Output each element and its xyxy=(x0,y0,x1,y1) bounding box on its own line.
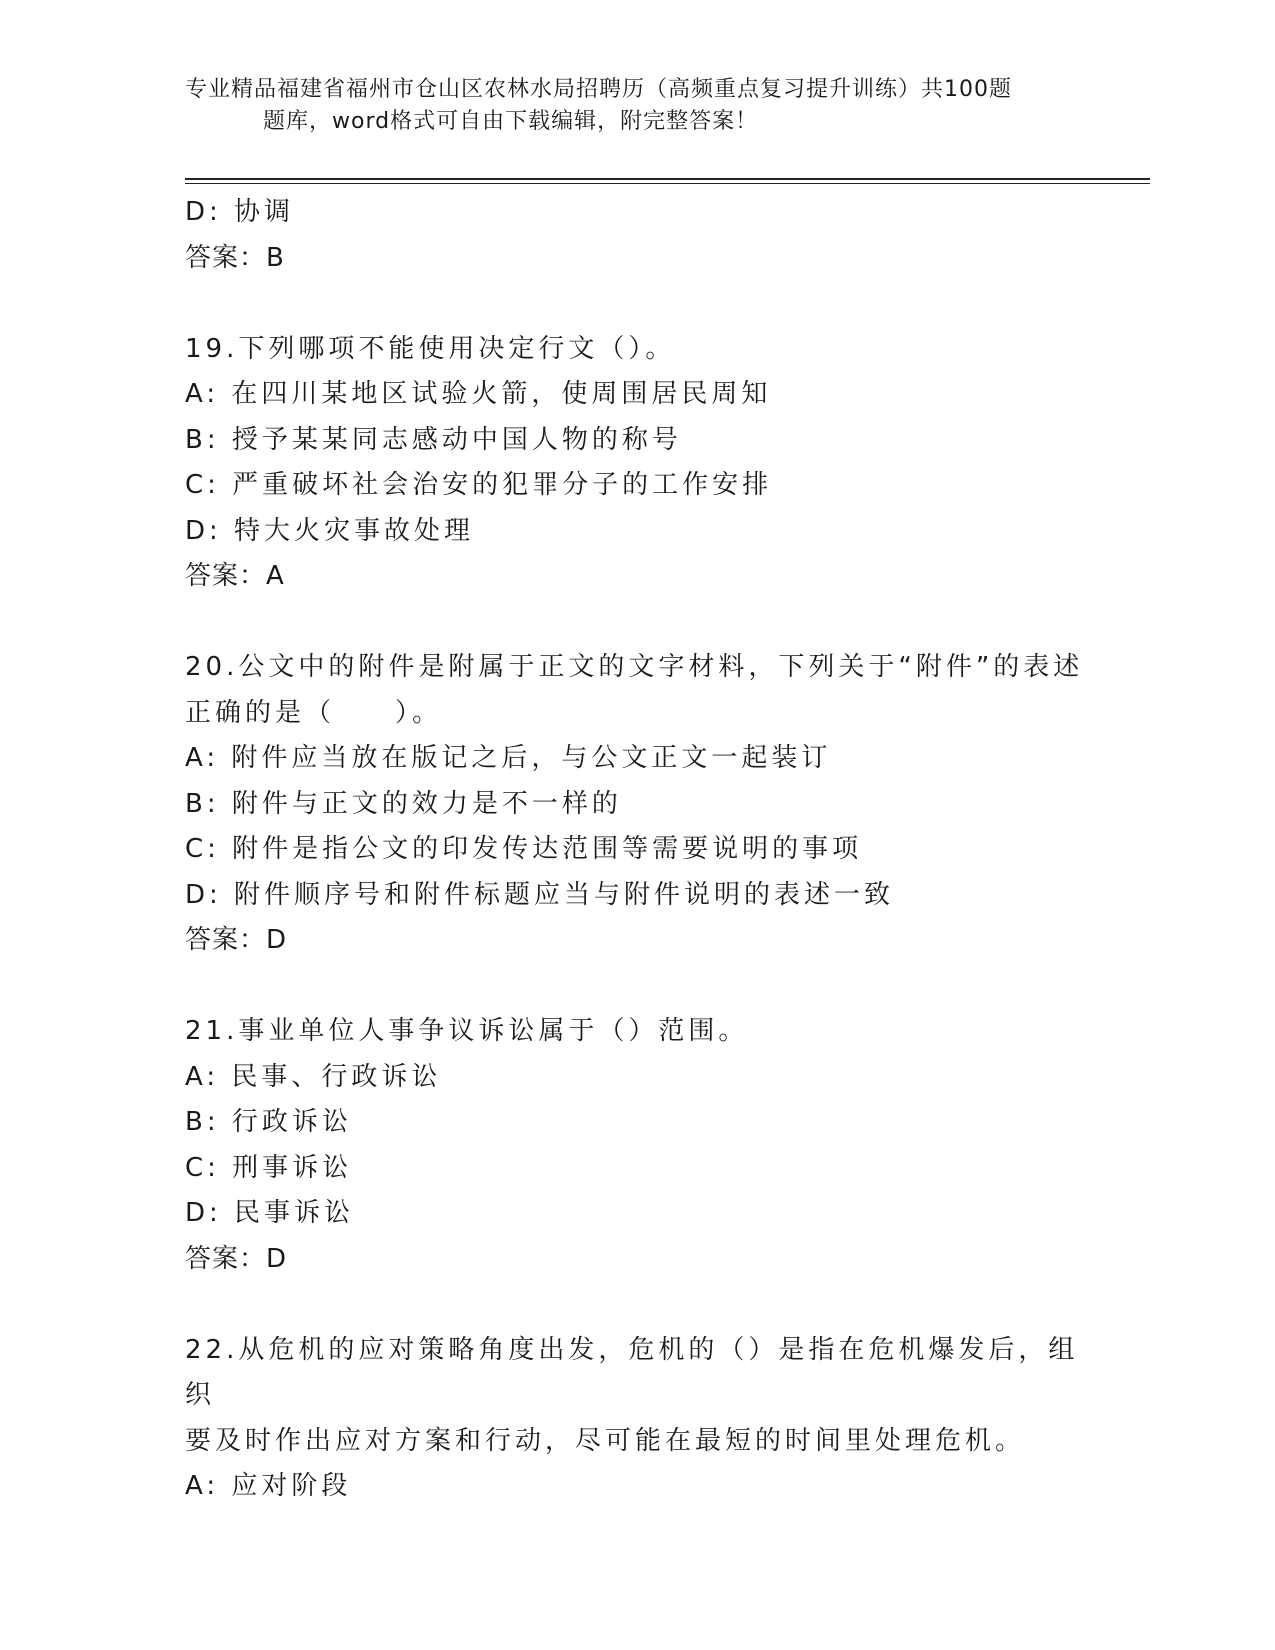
prev-option-d: D: 协调 xyxy=(185,197,295,227)
option-b: B: 附件与正文的效力是不一样的 xyxy=(185,788,622,819)
header-title-line-2: 题库，word格式可自由下载编辑，附完整答案！ xyxy=(263,109,759,134)
header-title-line-1: 专业精品福建省福州市仓山区农林水局招聘历（高频重点复习提升训练）共100题 xyxy=(185,77,1012,102)
option-a: A: 在四川某地区试验火箭，使周围居民周知 xyxy=(185,379,772,409)
option-c: C: 刑事诉讼 xyxy=(185,1152,353,1183)
option-d: D: 特大火灾事故处理 xyxy=(185,515,475,546)
question-21 xyxy=(185,1009,1085,1282)
spacer xyxy=(185,964,1085,1010)
document-header xyxy=(185,74,1085,138)
option-c: C: 严重破坏社会治安的犯罪分子的工作安排 xyxy=(185,470,773,500)
header-rule-thick xyxy=(185,178,1150,180)
option-a: A: 应对阶段 xyxy=(185,1471,352,1501)
answer: 答案：A xyxy=(185,561,285,591)
question-stem: 20.公文中的附件是附属于正文的文字材料，下列关于“附件”的表述 xyxy=(185,652,1084,682)
question-19 xyxy=(185,327,1085,600)
option-b: B: 授予某某同志感动中国人物的称号 xyxy=(185,424,682,455)
option-a: A: 附件应当放在版记之后，与公文正文一起装订 xyxy=(185,743,832,773)
option-c: C: 附件是指公文的印发传达范围等需要说明的事项 xyxy=(185,834,863,864)
answer: 答案：D xyxy=(185,1243,288,1274)
question-22 xyxy=(185,1328,1085,1510)
question-stem: 22.从危机的应对策略角度出发，危机的（）是指在危机爆发后，组织 xyxy=(185,1334,1079,1410)
question-stem: 19.下列哪项不能使用决定行文（）。 xyxy=(185,333,676,364)
question-stem-continued: 正确的是（ ）。 xyxy=(185,697,443,728)
question-stem: 21.事业单位人事争议诉讼属于（）范围。 xyxy=(185,1016,749,1046)
spacer xyxy=(185,1282,1085,1328)
spacer xyxy=(185,600,1085,646)
prev-answer: 答案：B xyxy=(185,242,285,273)
spacer xyxy=(185,281,1085,327)
answer: 答案：D xyxy=(185,925,288,955)
option-d: D: 附件顺序号和附件标题应当与附件说明的表述一致 xyxy=(185,879,895,910)
question-20 xyxy=(185,645,1085,964)
option-d: D: 民事诉讼 xyxy=(185,1198,355,1228)
question-stem-continued: 要及时作出应对方案和行动，尽可能在最短的时间里处理危机。 xyxy=(185,1425,1026,1456)
question-list xyxy=(185,190,1085,1510)
header-rule-thin xyxy=(185,183,1150,184)
option-b: B: 行政诉讼 xyxy=(185,1107,352,1137)
option-a: A: 民事、行政诉讼 xyxy=(185,1061,442,1092)
